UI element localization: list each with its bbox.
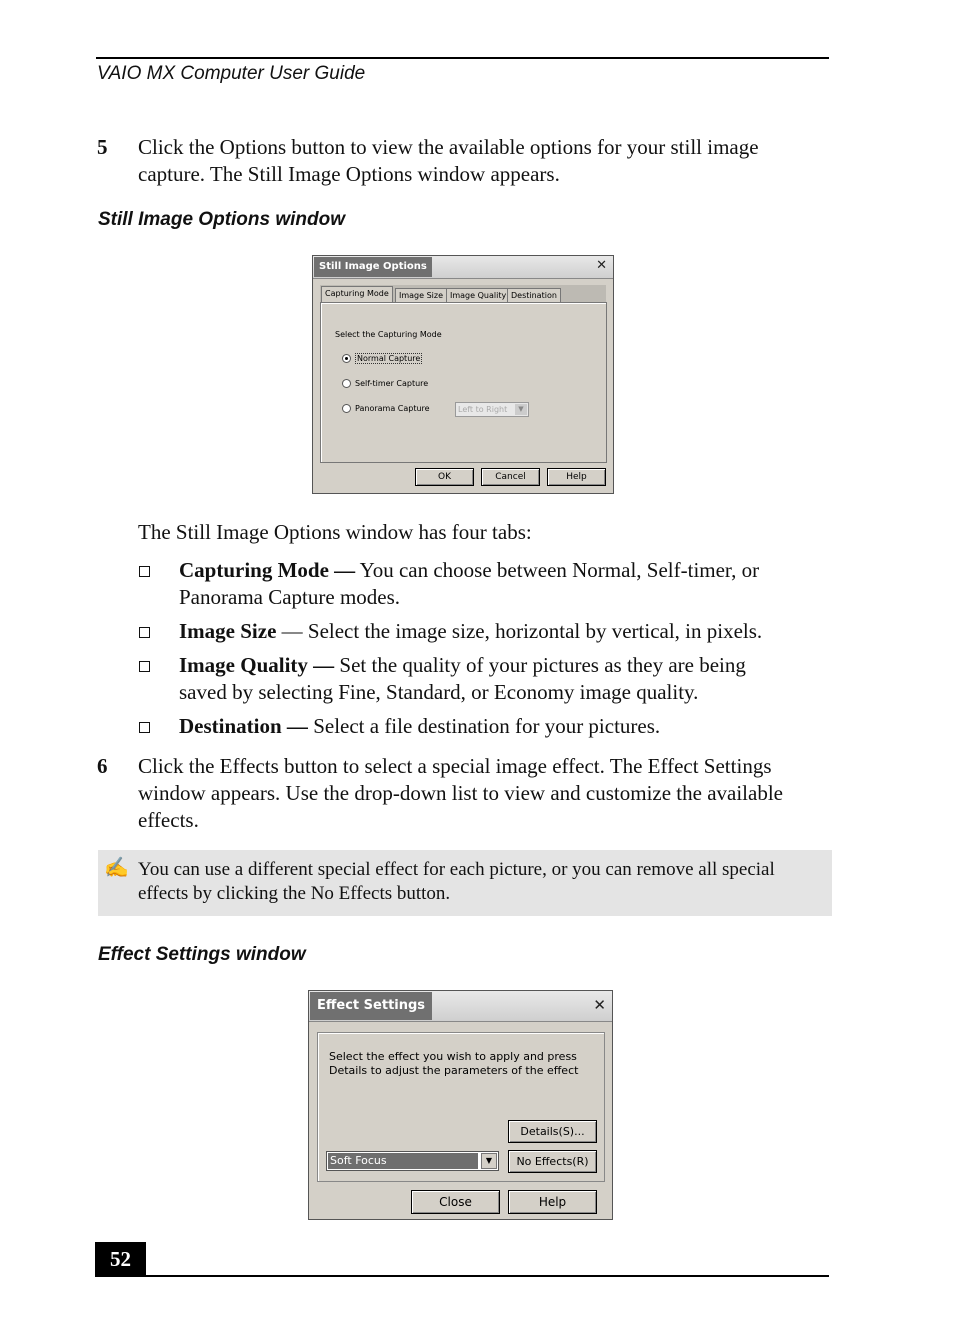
bullet-term: Image Size: [179, 619, 277, 643]
normal-capture-radio[interactable]: [342, 354, 351, 363]
normal-capture-label[interactable]: Normal Capture: [357, 354, 421, 363]
step-6-line: window appears. Use the drop-down list to view and customize the available: [138, 781, 783, 805]
step-number-5: 5: [97, 135, 108, 159]
bullet-text: Set the quality of your pictures as they are being: [334, 653, 746, 677]
writing-hand-icon: ✍: [104, 857, 129, 879]
panorama-capture-radio[interactable]: [342, 404, 351, 413]
dialog-title: Effect Settings: [310, 992, 432, 1020]
dialog-titlebar: [313, 256, 613, 279]
no-effects-button[interactable]: No Effects(R): [508, 1150, 597, 1173]
dialog-titlebar: [309, 991, 612, 1022]
tab-image-size[interactable]: Image Size: [395, 288, 447, 302]
chevron-down-icon[interactable]: ▼: [481, 1153, 497, 1169]
panorama-direction-value: Left to Right: [458, 405, 508, 414]
self-timer-capture-label[interactable]: Self-timer Capture: [355, 379, 429, 388]
tab-capturing-mode[interactable]: Capturing Mode: [321, 286, 393, 302]
step-6-text: [138, 753, 830, 834]
note-text: [138, 858, 828, 906]
running-head: VAIO MX Computer User Guide: [97, 63, 366, 84]
bullet-image-size: [179, 618, 829, 645]
bullet-checkbox-icon: [139, 722, 150, 733]
details-button[interactable]: Details(S)...: [508, 1120, 597, 1143]
footer-rule: [96, 1275, 829, 1277]
dialog-title: Still Image Options: [314, 257, 432, 277]
bullet-term: Image Quality —: [179, 653, 335, 677]
step-6-line: Click the Effects button to select a special image effect. The Effect Settings: [138, 754, 772, 778]
bullet-text: saved by selecting Fine, Standard, or Economy image quality.: [179, 680, 699, 704]
step-5-text: [138, 134, 759, 188]
chevron-down-icon: ▼: [515, 404, 527, 415]
step-number-6: 6: [97, 754, 108, 778]
step-6-line: effects.: [138, 808, 199, 832]
note-line: effects by clicking the No Effects button.: [138, 883, 451, 904]
still-image-options-dialog: [312, 255, 614, 494]
panorama-direction-select[interactable]: [455, 402, 529, 417]
bullet-checkbox-icon: [139, 566, 150, 577]
bullet-text: You can choose between Normal, Self-timer, or: [355, 558, 760, 582]
bullet-text: Select a file destination for your pictures.: [307, 714, 661, 738]
panorama-capture-label[interactable]: Panorama Capture: [355, 404, 430, 413]
header-rule: [96, 57, 829, 59]
note-line: You can use a different special effect for each picture, or you can remove all special: [138, 859, 775, 880]
ok-button[interactable]: OK: [415, 468, 474, 486]
tab-destination[interactable]: Destination: [507, 288, 561, 302]
effect-select[interactable]: [326, 1151, 499, 1171]
help-button[interactable]: Help: [508, 1190, 597, 1214]
bullet-text: Panorama Capture modes.: [179, 585, 401, 609]
bullet-checkbox-icon: [139, 627, 150, 638]
cancel-button[interactable]: Cancel: [481, 468, 540, 486]
figure-caption-effect-settings: Effect Settings window: [98, 944, 306, 965]
effect-select-value: Soft Focus: [328, 1153, 478, 1169]
effect-settings-dialog: [308, 990, 613, 1220]
step-5-line: capture. The Still Image Options window appears.: [138, 162, 560, 186]
bullet-destination: [179, 713, 829, 740]
tabs-intro: The Still Image Options window has four tabs:: [138, 520, 532, 544]
instructions-line: Select the effect you wish to apply and press: [329, 1050, 577, 1063]
figure-caption-still-image: Still Image Options window: [98, 209, 346, 230]
bullet-term: Destination —: [179, 714, 308, 738]
tab-image-quality[interactable]: Image Quality: [446, 288, 510, 302]
bullet-image-quality: [179, 652, 829, 706]
bullet-text: — Select the image size, horizontal by vertical, in pixels.: [276, 619, 763, 643]
bullet-term: Capturing Mode —: [179, 558, 356, 582]
bullet-capturing-mode: [179, 557, 829, 611]
self-timer-capture-radio[interactable]: [342, 379, 351, 388]
bullet-checkbox-icon: [139, 661, 150, 672]
step-5-line: Click the Options button to view the available options for your still image: [138, 135, 759, 159]
instructions-line: Details to adjust the parameters of the effect: [329, 1064, 579, 1077]
page-number: 52: [95, 1242, 146, 1277]
effect-instructions: [329, 1050, 578, 1078]
capturing-mode-label: Select the Capturing Mode: [335, 330, 442, 339]
close-icon[interactable]: ✕: [596, 258, 607, 273]
help-button[interactable]: Help: [547, 468, 606, 486]
close-button[interactable]: Close: [411, 1190, 500, 1214]
close-icon[interactable]: ✕: [593, 996, 606, 1014]
